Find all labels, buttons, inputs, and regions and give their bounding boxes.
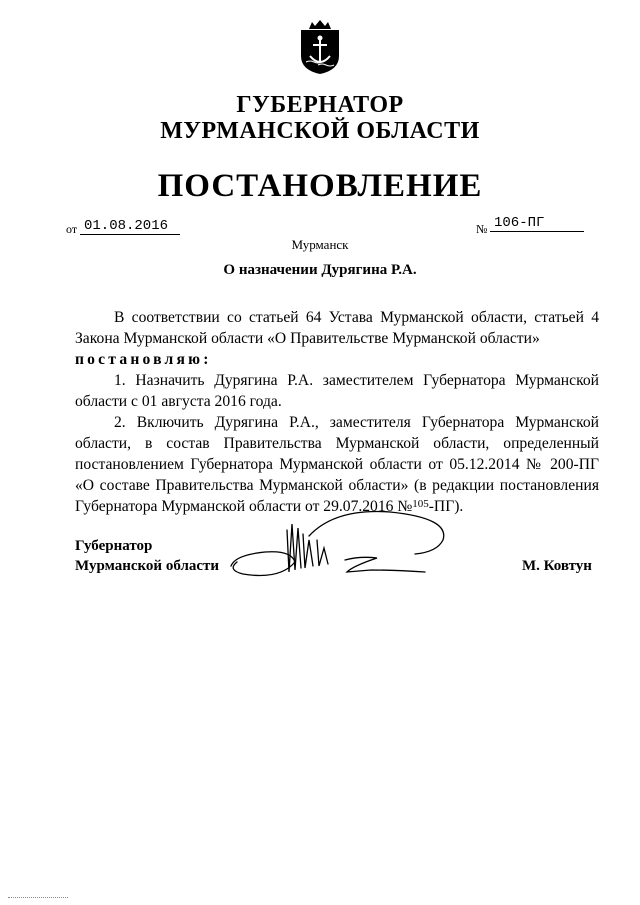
footer-mark	[8, 897, 68, 898]
document-subject: О назначении Дурягина Р.А.	[223, 262, 417, 278]
coat-of-arms-icon	[297, 20, 343, 74]
document-date: 01.08.2016	[80, 218, 180, 235]
issuer-title: ГУБЕРНАТОР	[236, 92, 404, 118]
clause-1: 1. Назначить Дурягина Р.А. заместителем Губернатора Мурманской области с 01 августа 2016 года.	[75, 372, 599, 410]
signer-name: М. Ковтун	[522, 558, 592, 574]
handwritten-signature	[225, 500, 455, 582]
number-label: №	[476, 222, 488, 236]
city: Мурманск	[291, 237, 349, 252]
preamble-paragraph	[75, 307, 599, 370]
document-number: 106-ПГ	[490, 215, 584, 232]
document-body	[75, 307, 599, 519]
date-label: от	[66, 222, 78, 236]
preamble-text: В соответствии со статьей 64 Устава Мурманской области, статьей 4 Закона Мурманской области «О Правительстве Мурманской области»	[75, 309, 599, 347]
signer-title-line2: Мурманской области	[75, 558, 220, 574]
clause-2-text: 2. Включить Дурягина Р.А., заместителя Губернатора Мурманской области, в состав Правительства Мурманской области, определенный постановлением Губернатора Мурманской области от 05.12.2014 № 200-ПГ «О составе Правительства Мурманской области» (в редакции постановления Губернатора Мурманской области от 29.07.2016 №	[75, 414, 599, 515]
handwritten-number: 105	[412, 498, 429, 510]
document-type: ПОСТАНОВЛЕНИЕ	[157, 168, 483, 204]
decree-word: постановляю:	[75, 351, 212, 368]
issuer-region: МУРМАНСКОЙ ОБЛАСТИ	[160, 118, 480, 144]
signer-title-line1: Губернатор	[75, 538, 153, 554]
clause-2-end: -ПГ).	[428, 498, 464, 515]
